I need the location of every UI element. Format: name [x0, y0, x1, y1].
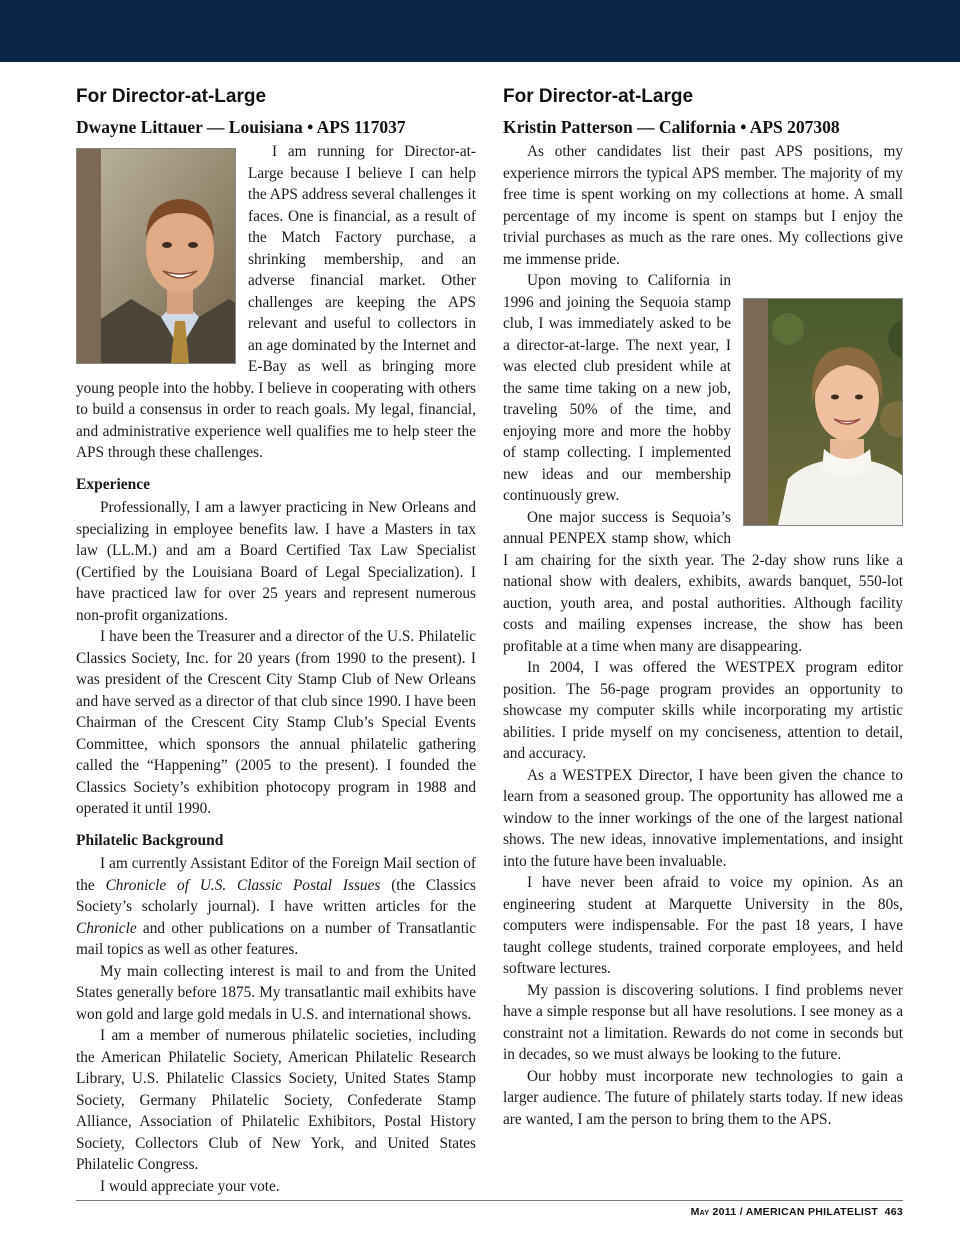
- background-paragraph-2: My main collecting interest is mail to and from the United States generally before 1875. My transatlantic mail exhibits have won gold and large gold medals in U.S. and international shows.: [76, 962, 476, 1023]
- philatelic-background-heading: Philatelic Background: [76, 831, 224, 849]
- page-footer: [691, 1206, 903, 1218]
- right-paragraph-6: I have never been afraid to voice my opinion. As an engineering student at Marquette University in the 80s, computers were indispensable. For the past 18 years, I have taught college students, trained corporate employees, and held software lectures.: [503, 874, 903, 977]
- right-column: [503, 86, 903, 1130]
- footer-rule: [76, 1200, 903, 1201]
- right-candidate-name: Kristin Patterson — California • APS 207308: [503, 117, 840, 137]
- right-paragraph-2: Upon moving to California in 1996 and joining the Sequoia stamp club, I was immediately asked to be a director-at-large. The next year, I was elected club president while at the same time taking on a new job, traveling 50% of the time, and enjoying more and more the hobby of stamp collecting. I implemented new ideas and our membership continuously grew.: [503, 270, 903, 507]
- left-intro-paragraph: I am running for Director-at-Large because I believe I can help the APS address several challenges it faces. One is financial, as a result of the Match Factory purchase, a shrinking membership, and an adverse financial market. Other challenges are keeping the APS relevant and useful to collectors in an age dominated by the Internet and E-Bay as well as bringing more young people into the hobby. I believe in cooperating with others to build a consensus in order to reach goals. My legal, financial, and administrative experience well qualifies me to help steer the APS through these challenges.: [76, 143, 476, 461]
- left-section-title: For Director-at-Large: [76, 86, 267, 107]
- background-paragraph-1: I am currently Assistant Editor of the Foreign Mail section of the Chronicle of U.S. Classic Postal Issues (the Classics Society’s scholarly journal). I have written articles for the Chronicle and other publications on a number of Transatlantic mail topics as well as other features.: [76, 855, 476, 958]
- candidate-photo-patterson: [743, 298, 903, 526]
- candidate-photo-littauer: [76, 148, 236, 364]
- background-paragraph-3: I am a member of numerous philatelic societies, including the American Philatelic Society, American Philatelic Research Library, U.S. Philatelic Classics Society, United States Stamp Society, Germany Philatelic Society, Confederate Stamp Alliance, Association of Philatelic Exhibitors, Postal History Society, Collectors Club of New York, and United States Philatelic Congress.: [76, 1027, 476, 1173]
- portrait-littauer-image: [101, 149, 236, 363]
- closing-line: I would appreciate your vote.: [100, 1177, 280, 1195]
- left-column: [76, 86, 476, 1197]
- left-candidate-name: Dwayne Littauer — Louisiana • APS 117037: [76, 117, 406, 137]
- footer-month: May: [690, 1206, 710, 1218]
- experience-paragraph-1: Professionally, I am a lawyer practicing in New Orleans and specializing in employee benefits law. I have a Masters in tax law (LL.M.) and am a Board Certified Tax Law Specialist (Certified by the Louisiana Board of Legal Specialization). I have practiced law for over 25 years and represent numerous non-profit organizations.: [76, 499, 476, 624]
- right-section-title: For Director-at-Large: [503, 86, 694, 107]
- portrait-patterson-image: [768, 299, 903, 525]
- header-bar: [0, 0, 960, 62]
- right-paragraph-5: As a WESTPEX Director, I have been given the chance to learn from a seasoned group. The opportunity has allowed me a window to the inner workings of the one of the largest national shows. The new ideas, innovative implementations, and insight into the future have been invaluable.: [503, 766, 903, 870]
- right-paragraph-8: Our hobby must incorporate new technologies to gain a larger audience. The future of philately starts today. If new ideas are wanted, I am the person to bring them to the APS.: [503, 1067, 903, 1128]
- footer-issue-page: 2011 / AMERICAN PHILATELIST 463: [709, 1206, 903, 1218]
- right-paragraph-1: As other candidates list their past APS positions, my experience mirrors the typical APS member. The majority of my free time is spent working on my collections at home. A small percentage of my income is spent on stamps but I enjoy the trivial purchases as much as the rare ones. My collections give me immense pride.: [503, 143, 903, 268]
- experience-heading: Experience: [76, 475, 151, 493]
- right-paragraph-4: In 2004, I was offered the WESTPEX program editor position. The 56-page program provides an opportunity to showcase my computer skills while incorporating my artistic abilities. I pride myself on my conciseness, attention to detail, and accuracy.: [503, 659, 903, 762]
- experience-paragraph-2: I have been the Treasurer and a director of the U.S. Philatelic Classics Society, Inc. for 20 years (from 1990 to the present). I was president of the Crescent City Stamp Club of New Orleans and have served as a director of that club since 1990. I have been Chairman of the Crescent City Stamp Club’s Special Events Committee, which sponsors the annual philatelic gathering called the “Happening” (2005 to the present). I founded the Classics Society’s exhibition photocopy program in 1988 and operated it until 1990.: [76, 628, 476, 817]
- right-paragraph-7: My passion is discovering solutions. I find problems never have a simple response but all have resolutions. I see money as a constraint not a limitation. Rewards do not come in seconds but in decades, so we must always be looking to the future.: [503, 981, 903, 1063]
- right-paragraph-3: One major success is Sequoia’s annual PENPEX stamp show, which I am chairing for the sixth year. The 2-day show runs like a national show with dealers, exhibits, awards banquet, 550-lot auction, youth area, and postal authorities. Although facility costs and mailing expenses increase, the show has been profitable at a time when many are disappearing.: [503, 508, 903, 655]
